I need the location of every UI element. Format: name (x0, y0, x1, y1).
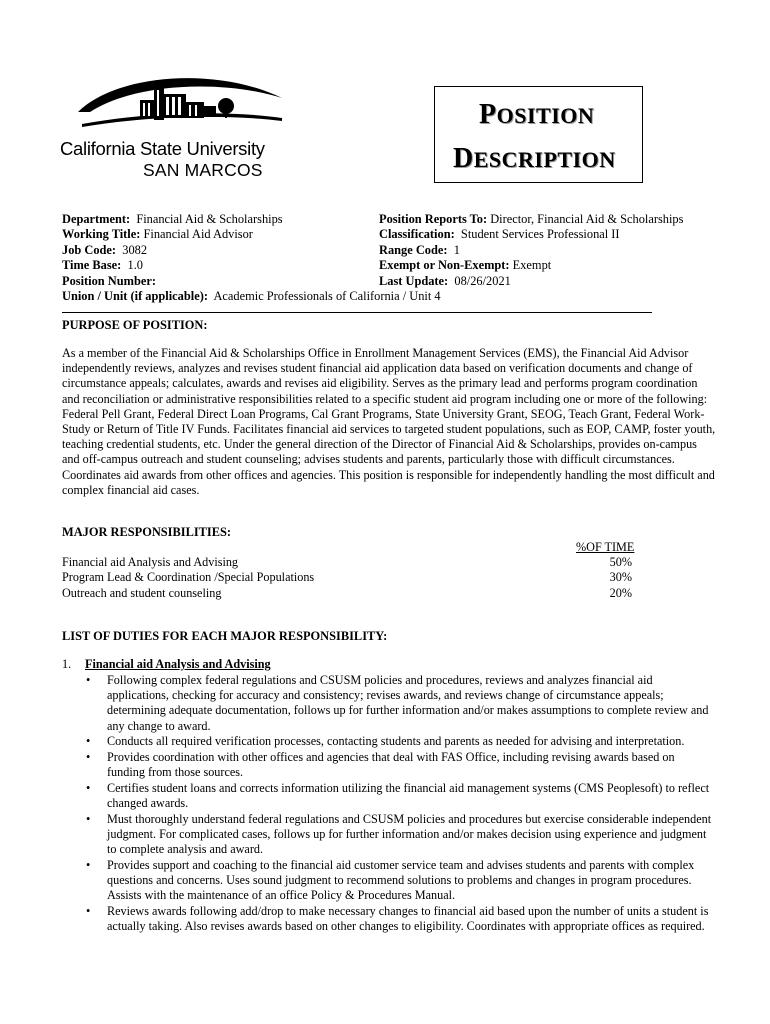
range-code-row: Range Code: 1 (379, 242, 460, 257)
duty-item: • Following complex federal regulations and CSUSM policies and procedures, reviews and analyzes financial aid applications, checking for accuracy and consistency; revises awards, and reviews change of circumstance appeals; determining adequate documentation, follows up for further information and/or makes assumptions to complete review and any change to award. (86, 673, 709, 733)
bullet-icon: • (86, 857, 91, 872)
bullet-icon: • (86, 734, 91, 749)
bullet-icon: • (86, 811, 91, 826)
duty-list (62, 673, 722, 935)
position-number-row: Position Number: (62, 273, 156, 288)
responsibility-name: Outreach and student counseling (62, 586, 222, 600)
header-divider (62, 312, 652, 313)
union-row: Union / Unit (if applicable): Academic Professionals of California / Unit 4 (62, 289, 441, 303)
department-row: Department: Financial Aid & Scholarships (62, 212, 283, 226)
responsibility-name: Financial aid Analysis and Advising (62, 555, 239, 569)
duty-section-title: Financial aid Analysis and Advising (85, 657, 271, 671)
job-code-row: Job Code: 3082 (62, 242, 148, 257)
duty-item: • Conducts all required verification processes, contacting students and parents as needed for advising and interpretation. (86, 734, 685, 749)
duty-item: • Reviews awards following add/drop to make necessary changes to financial aid based upon the number of units a student is actually taking. Also revises awards based on other changes to eligibility. Coordinates with appropriate offices as required. (86, 904, 709, 934)
bullet-icon: • (86, 750, 91, 765)
responsibility-percent: 50% (609, 555, 632, 569)
last-update-row: Last Update: 08/26/2021 (379, 273, 511, 288)
classification-row: Classification: Student Services Professional II (379, 227, 620, 242)
reports-to-row: Position Reports To: Director, Financial Aid & Scholarships (379, 212, 684, 226)
responsibility-name: Program Lead & Coordination /Special Populations (62, 570, 315, 584)
duty-section-number: 1. (62, 657, 72, 671)
duty-item: • Certifies student loans and corrects information utilizing the financial aid management systems (CMS Peoplesoft) to reflect changed awards. (86, 780, 710, 811)
responsibility-percent: 20% (609, 586, 632, 600)
info-left-column (62, 212, 283, 289)
bullet-icon: • (86, 780, 91, 795)
percent-of-time-header: %OF TIME (576, 540, 635, 554)
working-title-row: Working Title: Financial Aid Advisor (62, 227, 253, 242)
logo-campus-name: SAN MARCOS (143, 160, 263, 180)
campus-skyline-logo-icon (76, 72, 286, 134)
duties-heading: LIST OF DUTIES FOR EACH MAJOR RESPONSIBILITY: (62, 629, 388, 643)
exempt-row: Exempt or Non-Exempt: Exempt (379, 258, 552, 273)
duty-item: • Must thoroughly understand federal regulations and CSUSM policies and procedures but exercise considerable independent judgment. For complicated cases, follows up for further information and/or makes decision using experience and judgment to complete analysis and award. (86, 811, 712, 857)
duty-item: • Provides support and coaching to the financial aid customer service team and advises students and parents with complex questions and concerns. Uses sound judgment to recommend solutions to problems and changes in program procedures. Assists with the maintenance of an office Policy & Procedures Manual. (86, 857, 695, 903)
purpose-paragraph: As a member of the Financial Aid & Scholarships Office in Enrollment Management Services (EMS), the Financial Aid Advisor independently reviews, analyzes and revises student financial aid application data based on verification documents and change of circumstance appeals; calculates, awards and revises aid eligibility. Serves as the primary lead and performs program coordination and reconciliation or administrative responsibilities related to a specific student aid program including one or more of the following: Federal Pell Grant, Federal Direct Loan Programs, Cal Grant Programs, State University Grant, SEOG, Teach Grant, Federal Work-Study or Return of Title IV Funds. Facilitates financial aid services to targeted student populations, such as EOP, CAMP, foster youth, teaching credential students, etc. Under the general direction of the Director of Financial Aid & Scholarships, provides on-campus and off-campus outreach and student counseling; advises students and parents, particularly those with difficult circumstances. Coordinates aid awards from other offices and agencies. This position is responsible for independently handling the most difficult and complex financial aid cases. (62, 346, 716, 497)
time-base-row: Time Base: 1.0 (62, 258, 144, 273)
csusm-logo (58, 72, 290, 184)
bullet-icon: • (86, 904, 91, 919)
logo-university-name: California State University (60, 138, 265, 159)
title-word-description: DESCRIPTION (453, 143, 616, 174)
purpose-heading: PURPOSE OF POSITION: (62, 318, 208, 332)
duty-item: • Provides coordination with other offices and agencies that deal with FAS Office, including revising awards based on funding from those sources. (86, 750, 675, 780)
title-word-position: POSITION (479, 99, 595, 130)
position-description-title-box (434, 86, 643, 183)
info-right-column (379, 212, 683, 289)
bullet-icon: • (86, 673, 91, 687)
responsibility-percent: 30% (609, 570, 632, 584)
major-responsibilities-heading: MAJOR RESPONSIBILITIES: (62, 525, 232, 539)
